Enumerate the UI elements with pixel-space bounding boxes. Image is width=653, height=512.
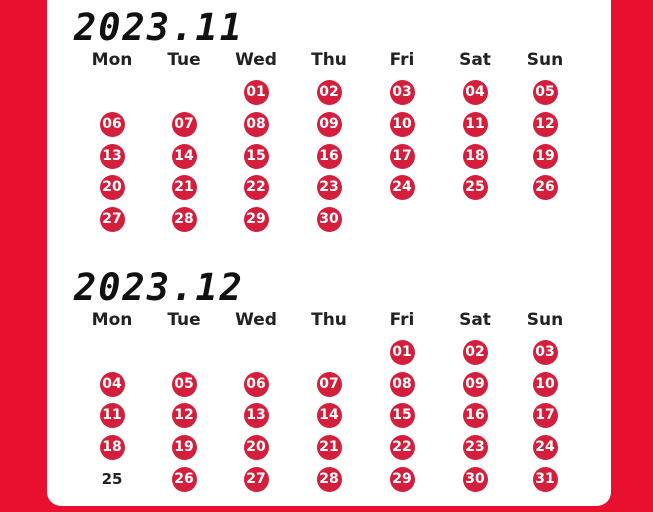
calendar-day-marked: 21 (172, 175, 197, 200)
weekday-header: Thu (311, 50, 347, 70)
calendar-day-marked: 13 (100, 144, 125, 169)
weekday-header: Tue (167, 50, 201, 70)
weekday-header: Fri (389, 50, 415, 70)
calendar-day-marked: 06 (244, 372, 269, 397)
weekday-header: Mon (91, 50, 133, 70)
calendar-day-marked: 19 (533, 144, 558, 169)
calendar-day-marked: 23 (463, 435, 488, 460)
calendar-day-marked: 03 (390, 80, 415, 105)
calendar-day-marked: 17 (533, 403, 558, 428)
calendar-day-marked: 20 (100, 175, 125, 200)
calendar-day-marked: 04 (463, 80, 488, 105)
calendar-day-marked: 06 (100, 112, 125, 137)
calendar-day-marked: 30 (317, 207, 342, 232)
calendar-card (47, 0, 611, 506)
weekday-header: Wed (235, 310, 277, 330)
calendar-day-marked: 27 (244, 467, 269, 492)
weekday-header: Sun (526, 50, 564, 70)
calendar-day-marked: 11 (463, 112, 488, 137)
calendar-day-marked: 12 (172, 403, 197, 428)
calendar-day-marked: 05 (172, 372, 197, 397)
calendar-day-marked: 11 (100, 403, 125, 428)
calendar-day-marked: 01 (244, 80, 269, 105)
calendar-day-marked: 02 (317, 80, 342, 105)
month-title: 2023.12 (74, 266, 244, 309)
calendar-day-marked: 05 (533, 80, 558, 105)
calendar-day-marked: 19 (172, 435, 197, 460)
calendar-day-marked: 28 (317, 467, 342, 492)
weekday-header: Thu (311, 310, 347, 330)
weekday-header: Sat (459, 50, 491, 70)
calendar-day-marked: 21 (317, 435, 342, 460)
calendar-day-marked: 31 (533, 467, 558, 492)
calendar-day-marked: 14 (317, 403, 342, 428)
weekday-header: Wed (235, 50, 277, 70)
calendar-day-marked: 07 (172, 112, 197, 137)
calendar-day-marked: 08 (244, 112, 269, 137)
calendar-day-marked: 29 (244, 207, 269, 232)
weekday-header: Sun (526, 310, 564, 330)
calendar-day-marked: 29 (390, 467, 415, 492)
calendar-day-unmarked: 25 (101, 469, 123, 488)
calendar-day-marked: 15 (244, 144, 269, 169)
weekday-header: Tue (167, 310, 201, 330)
calendar-day-marked: 12 (533, 112, 558, 137)
calendar-day-marked: 18 (100, 435, 125, 460)
calendar-day-marked: 28 (172, 207, 197, 232)
calendar-day-marked: 26 (172, 467, 197, 492)
calendar-day-marked: 23 (317, 175, 342, 200)
calendar-day-marked: 03 (533, 340, 558, 365)
calendar-day-marked: 16 (463, 403, 488, 428)
calendar-day-marked: 25 (463, 175, 488, 200)
calendar-day-marked: 10 (533, 372, 558, 397)
calendar-day-marked: 02 (463, 340, 488, 365)
calendar-day-marked: 07 (317, 372, 342, 397)
calendar-day-marked: 22 (244, 175, 269, 200)
calendar-day-marked: 09 (317, 112, 342, 137)
calendar-day-marked: 30 (463, 467, 488, 492)
calendar-day-marked: 13 (244, 403, 269, 428)
calendar-day-marked: 26 (533, 175, 558, 200)
calendar-day-marked: 15 (390, 403, 415, 428)
calendar-day-marked: 04 (100, 372, 125, 397)
calendar-day-marked: 24 (390, 175, 415, 200)
calendar-day-marked: 24 (533, 435, 558, 460)
calendar-day-marked: 08 (390, 372, 415, 397)
calendar-day-marked: 17 (390, 144, 415, 169)
calendar-day-marked: 10 (390, 112, 415, 137)
weekday-header: Mon (91, 310, 133, 330)
weekday-header: Sat (459, 310, 491, 330)
calendar-day-marked: 27 (100, 207, 125, 232)
month-title: 2023.11 (74, 6, 244, 49)
calendar-day-marked: 01 (390, 340, 415, 365)
calendar-day-marked: 14 (172, 144, 197, 169)
calendar-day-marked: 16 (317, 144, 342, 169)
calendar-day-marked: 20 (244, 435, 269, 460)
calendar-day-marked: 22 (390, 435, 415, 460)
calendar-day-marked: 18 (463, 144, 488, 169)
weekday-header: Fri (389, 310, 415, 330)
calendar-day-marked: 09 (463, 372, 488, 397)
